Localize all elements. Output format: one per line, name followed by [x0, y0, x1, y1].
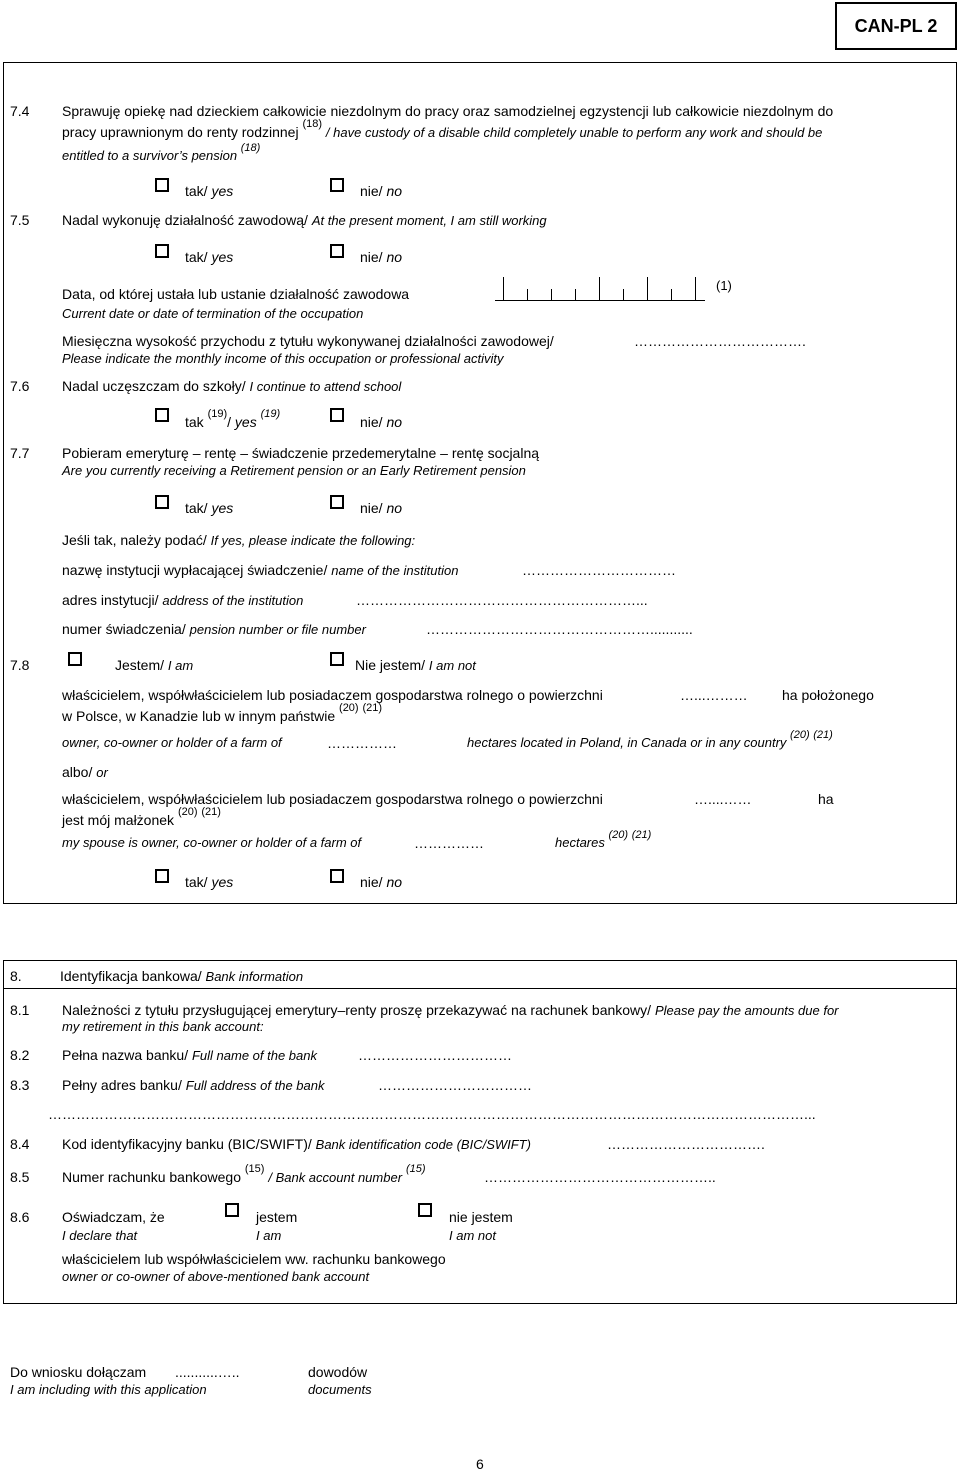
s81-text-pl: Należności z tytułu przysługującej emerytury–renty proszę przekazywać na rachunek bankowy/ [62, 1002, 652, 1018]
s78-spouse-area-field[interactable]: …....…… [694, 791, 752, 807]
s75-date-field[interactable] [495, 276, 705, 301]
s78-ref20-c: (20) [177, 806, 198, 818]
s78-no-checkbox[interactable] [330, 869, 344, 883]
s86-am-pl: jestem [256, 1209, 298, 1225]
s75-date-ref: (1) [716, 278, 732, 293]
s78-ref21: (21) [362, 702, 383, 714]
s74-number: 7.4 [10, 103, 30, 119]
s86-number: 8.6 [10, 1209, 30, 1225]
s74-yes-pl: tak/ [185, 183, 208, 199]
s8-title-en: Bank information [205, 969, 304, 984]
s86-owner-en: owner or co-owner of above-mentioned bank account [62, 1269, 370, 1284]
s75-income-field[interactable]: ………………………………. [634, 333, 806, 349]
s77-num-en: pension number or file number [189, 622, 366, 637]
s78-am-label [115, 657, 193, 673]
s74-yes-checkbox[interactable] [155, 178, 169, 192]
s77-address-field[interactable]: ……………………………………………………... [356, 592, 648, 608]
s78-yes-label [185, 874, 233, 890]
s78-not-checkbox[interactable] [330, 652, 344, 666]
s78-not-label [355, 657, 476, 673]
s78-spouse-area-field-en[interactable]: …………… [414, 835, 484, 851]
s85-number: 8.5 [10, 1169, 30, 1185]
s74-text-en2: / have custody of a disable child completely unable to perform any work and should be [325, 125, 823, 140]
s77-number: 7.7 [10, 445, 30, 461]
s85-account-field[interactable]: ………………………………………….. [484, 1169, 716, 1185]
s78-am-en: I am [167, 658, 194, 673]
s78-no-label [360, 874, 402, 890]
s78-ref20-d: (20) [608, 829, 629, 841]
s77-no-en: no [386, 500, 403, 516]
s75-yes-pl: tak/ [185, 249, 208, 265]
s77-text-en: Are you currently receiving a Retirement pension or an Early Retirement pension [62, 463, 526, 478]
s78-yes-checkbox[interactable] [155, 869, 169, 883]
s86-owner-pl: właścicielem lub współwłaścicielem ww. rachunku bankowego [62, 1251, 446, 1267]
s78-ref21-d: (21) [631, 829, 652, 841]
s78-no-pl: nie/ [360, 874, 383, 890]
s85-ref2: (15) [405, 1163, 426, 1175]
s78-ref20-b: (20) [790, 729, 810, 741]
s78-ref21-c: (21) [201, 806, 221, 818]
s86-declare-pl: Oświadczam, że [62, 1209, 165, 1225]
s74-line2 [62, 118, 823, 140]
s8-title [10, 968, 303, 984]
s81-text-en2: my retirement in this bank account: [62, 1019, 264, 1034]
s74-ref: (18) [302, 118, 323, 130]
s86-declare-en: I declare that [62, 1228, 138, 1243]
s78-own-line2 [62, 702, 383, 724]
s78-or-en: or [96, 765, 108, 780]
s75-no-label [360, 249, 402, 265]
s86-not-en: I am not [449, 1228, 496, 1243]
s85-ref: (15) [244, 1163, 265, 1175]
s77-num-pl: numer świadczenia/ [62, 621, 186, 637]
form-code: CAN-PL 2 [854, 15, 938, 36]
s76-no-checkbox[interactable] [330, 408, 344, 422]
s76-no-pl: nie/ [360, 414, 383, 430]
s74-no-checkbox[interactable] [330, 178, 344, 192]
s75-income-label-pl: Miesięczna wysokość przychodu z tytułu wykonywanej działalności zawodowej/ [62, 333, 554, 349]
s86-am-checkbox[interactable] [225, 1203, 239, 1217]
s77-institution-field[interactable]: …………………………… [522, 562, 676, 578]
s75-no-checkbox[interactable] [330, 244, 344, 258]
s76-yes-label [185, 408, 281, 430]
s75-yes-checkbox[interactable] [155, 244, 169, 258]
s83-text [62, 1077, 325, 1093]
s82-text-pl: Pełna nazwa banku/ [62, 1047, 189, 1063]
s77-no-pl: nie/ [360, 500, 383, 516]
s75-question [62, 212, 547, 228]
footer-attach-en: I am including with this application [10, 1382, 207, 1397]
s77-yes-label [185, 500, 233, 516]
s74-text-pl2: pracy uprawnionym do renty rodzinnej [62, 124, 299, 140]
s75-date-label-pl: Data, od której ustała lub ustanie działalność zawodowa [62, 286, 410, 302]
s78-or [62, 764, 108, 780]
s78-spouse-ha: ha [818, 791, 834, 807]
s85-text [62, 1163, 426, 1185]
s75-number: 7.5 [10, 212, 30, 228]
s86-not-checkbox[interactable] [418, 1203, 432, 1217]
footer-attach-pl2: dowodów [308, 1364, 368, 1380]
s74-yes-label [185, 183, 233, 199]
s81-text-en1: Please pay the amounts due for [654, 1003, 839, 1018]
s76-ref2: (19) [260, 408, 281, 420]
section-7-box [3, 62, 957, 904]
s74-no-label [360, 183, 402, 199]
s78-own-en1b: hectares located in Poland, in Canada or in any country [467, 735, 787, 750]
s8-number: 8. [10, 968, 22, 984]
s77-pension-number-row [62, 621, 366, 637]
s78-or-pl: albo/ [62, 764, 93, 780]
s77-inst-en: name of the institution [331, 563, 459, 578]
s8-title-divider [3, 988, 957, 989]
s76-no-en: no [386, 414, 403, 430]
s76-slash: / [227, 414, 232, 430]
s78-number: 7.8 [10, 657, 30, 673]
s78-yes-pl: tak/ [185, 874, 208, 890]
footer-attach-en2: documents [308, 1382, 372, 1397]
s75-no-pl: nie/ [360, 249, 383, 265]
page-number: 6 [476, 1456, 484, 1472]
s74-text-pl1: Sprawuję opiekę nad dzieckiem całkowicie niezdolnym do pracy oraz samodzielnej egzystencji lub całkowicie niezdolnym do [62, 103, 834, 119]
s77-if-yes [62, 532, 415, 548]
s84-number: 8.4 [10, 1136, 30, 1152]
s74-ref2: (18) [240, 142, 261, 154]
s86-am-en: I am [256, 1228, 282, 1243]
s77-pension-number-field[interactable]: …………………………………………........... [426, 621, 693, 637]
s81-text [62, 1002, 839, 1018]
s78-own-area-field-en[interactable]: …………… [327, 735, 397, 751]
s76-no-label [360, 414, 402, 430]
s83-number: 8.3 [10, 1077, 30, 1093]
s78-spouse-pl1: właścicielem, współwłaścicielem lub posiadaczem gospodarstwa rolnego o powierzchni [62, 791, 603, 807]
s78-yes-en: yes [211, 874, 234, 890]
s76-text-en: I continue to attend school [249, 379, 402, 394]
s78-not-en: I am not [428, 658, 476, 673]
s76-yes-checkbox[interactable] [155, 408, 169, 422]
s78-spouse-hectares-row [555, 829, 652, 850]
s83-bank-address-field[interactable]: …………………………… [378, 1077, 532, 1093]
s78-ref20: (20) [339, 702, 359, 714]
s76-number: 7.6 [10, 378, 30, 394]
footer-attach-count-field[interactable]: ...........….. [175, 1364, 240, 1380]
s82-number: 8.2 [10, 1047, 30, 1063]
s77-if-yes-pl: Jeśli tak, należy podać/ [62, 532, 207, 548]
s78-own-en1b-row [467, 729, 833, 750]
s78-spouse-line2 [62, 806, 221, 828]
s75-yes-en: yes [211, 249, 234, 265]
s83-text-pl: Pełny adres banku/ [62, 1077, 182, 1093]
s75-text-pl: Nadal wykonuję działalność zawodową/ [62, 212, 308, 228]
s78-own-pl1: właścicielem, współwłaścicielem lub posiadaczem gospodarstwa rolnego o powierzchni [62, 687, 603, 703]
s8-title-pl: Identyfikacja bankowa/ [60, 968, 202, 984]
s78-spouse-pl2: jest mój małżonek [62, 812, 175, 828]
s77-inst-pl: nazwę instytucji wypłacającej świadczenie/ [62, 562, 328, 578]
s77-no-checkbox[interactable] [330, 495, 344, 509]
s74-no-pl: nie/ [360, 183, 383, 199]
s74-line3 [62, 142, 261, 163]
s83-bank-address-field-2[interactable]: ………………………………………………………………………………………………………………………………………………... [48, 1106, 816, 1122]
s83-text-en: Full address of the bank [185, 1078, 325, 1093]
s78-not-pl: Nie jestem/ [355, 657, 426, 673]
s75-income-label-en: Please indicate the monthly income of this occupation or professional activity [62, 351, 504, 366]
s74-no-en: no [386, 183, 403, 199]
s85-text-pl: Numer rachunku bankowego [62, 1169, 241, 1185]
s77-address-row [62, 592, 303, 608]
s84-bic-field[interactable]: ……………………………. [607, 1136, 765, 1152]
s76-text-pl: Nadal uczęszczam do szkoły/ [62, 378, 246, 394]
s76-question [62, 378, 401, 394]
s75-date-label-en: Current date or date of termination of the occupation [62, 306, 364, 321]
s77-yes-en: yes [211, 500, 234, 516]
s77-if-yes-en: If yes, please indicate the following: [210, 533, 416, 548]
s84-text-pl: Kod identyfikacyjny banku (BIC/SWIFT)/ [62, 1136, 312, 1152]
s78-spouse-en: my spouse is owner, co-owner or holder of a farm of [62, 835, 362, 850]
s86-not-pl: nie jestem [449, 1209, 513, 1225]
s78-own-area-field[interactable]: …...……… [680, 687, 748, 703]
s78-no-en: no [386, 874, 403, 890]
s77-text-pl: Pobieram emeryturę – rentę – świadczenie przedemerytalne – rentę socjalną [62, 445, 540, 461]
s82-bank-name-field[interactable]: …………………………… [358, 1047, 512, 1063]
s85-text-en: / Bank account number [268, 1170, 403, 1185]
s82-text-en: Full name of the bank [191, 1048, 318, 1063]
s78-ref21-b: (21) [813, 729, 833, 741]
s78-own-pl1b: ha położonego [782, 687, 874, 703]
form-code-box [835, 2, 957, 50]
s77-institution-row [62, 562, 458, 578]
s84-text [62, 1136, 531, 1152]
s75-text-en: At the present moment, I am still working [311, 213, 547, 228]
s77-addr-en: address of the institution [162, 593, 304, 608]
s77-no-label [360, 500, 402, 516]
s75-no-en: no [386, 249, 403, 265]
s74-text-en3: entitled to a survivor’s pension [62, 148, 238, 163]
s82-text [62, 1047, 317, 1063]
s78-own-pl2: w Polsce, w Kanadzie lub w innym państwie [62, 708, 336, 724]
s77-addr-pl: adres instytucji/ [62, 592, 159, 608]
s78-spouse-hectares: hectares [555, 835, 605, 850]
s77-yes-pl: tak/ [185, 500, 208, 516]
s76-ref1: (19) [207, 408, 228, 420]
footer-attach-pl: Do wniosku dołączam [10, 1364, 147, 1380]
s77-yes-checkbox[interactable] [155, 495, 169, 509]
s78-own-en1: owner, co-owner or holder of a farm of [62, 735, 282, 750]
s76-yes-en: yes [234, 414, 257, 430]
s84-text-en: Bank identification code (BIC/SWIFT) [315, 1137, 531, 1152]
s78-am-checkbox[interactable] [68, 652, 82, 666]
s78-am-pl: Jestem/ [115, 657, 165, 673]
s75-yes-label [185, 249, 233, 265]
s74-yes-en: yes [211, 183, 234, 199]
s81-number: 8.1 [10, 1002, 30, 1018]
s76-yes-pl: tak [185, 414, 204, 430]
